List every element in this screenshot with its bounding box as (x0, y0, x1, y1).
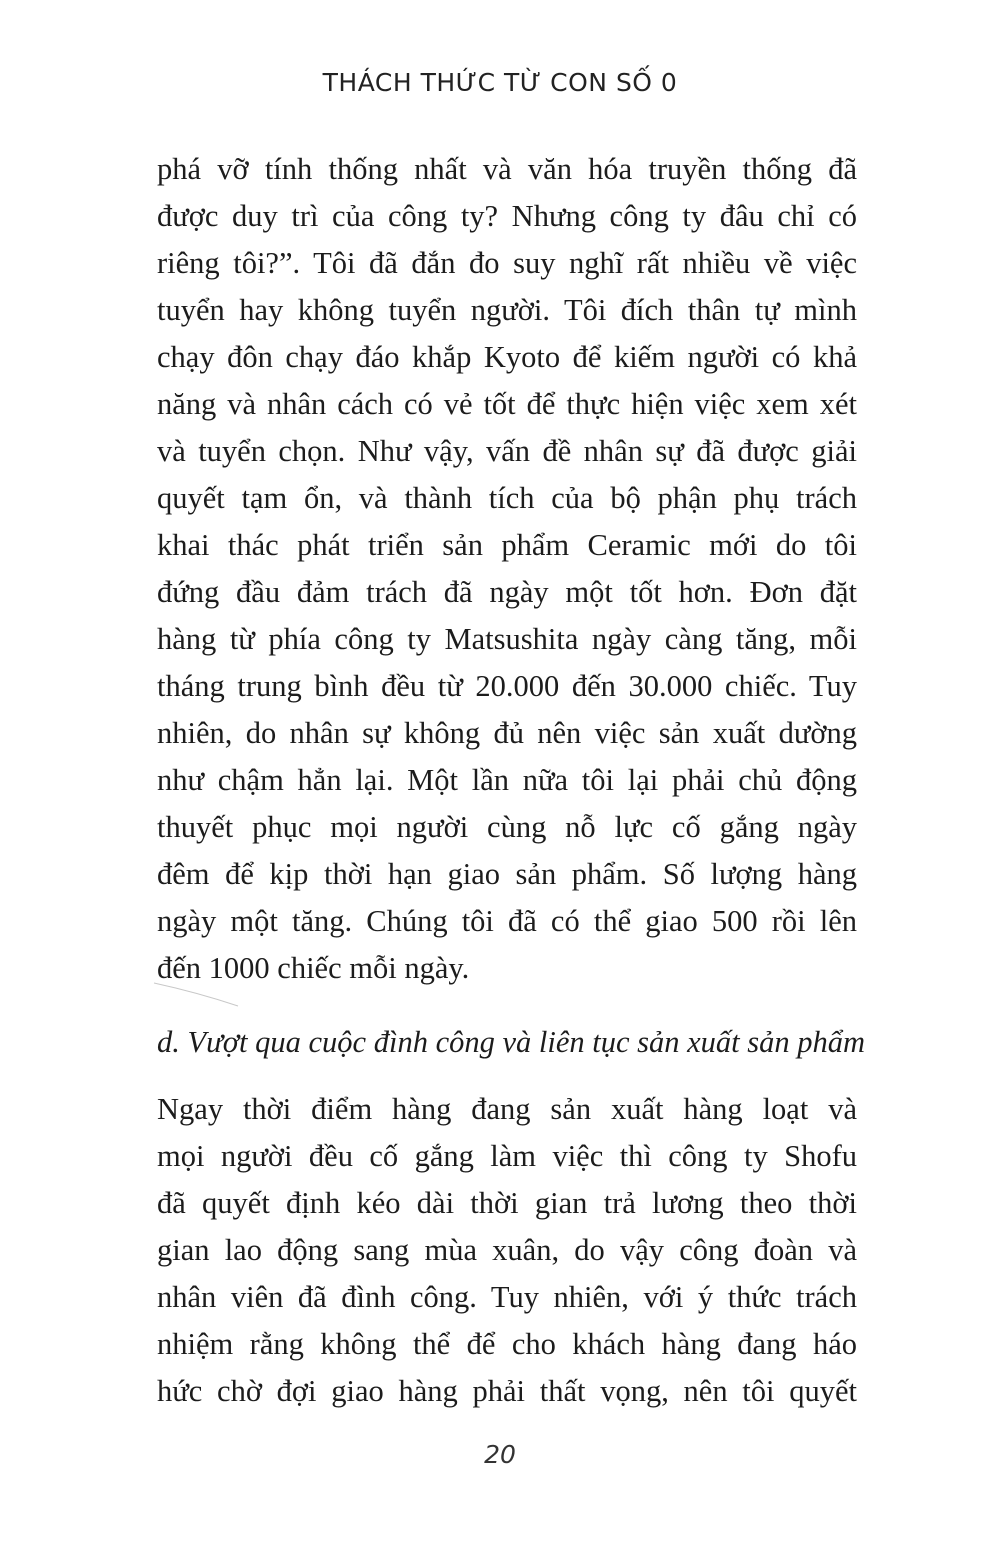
text-line: Ngay thời điểm hàng đang sản xuất hàng loạt và (157, 1092, 857, 1126)
text-line: đứng đầu đảm trách đã ngày một tốt hơn. Đơn đặt (157, 575, 857, 609)
text-line: tháng trung bình đều từ 20.000 đến 30.000 chiếc. Tuy (157, 669, 857, 703)
text-line: nhiên, do nhân sự không đủ nên việc sản xuất dường (157, 716, 857, 750)
text-line: phá vỡ tính thống nhất và văn hóa truyền thống đã (157, 152, 857, 186)
page-number: 20 (484, 1440, 516, 1469)
text-line: ngày một tăng. Chúng tôi đã có thể giao 500 rồi lên (157, 904, 857, 938)
text-line: tuyển hay không tuyển người. Tôi đích thân tự mình (157, 293, 857, 327)
text-line: thuyết phục mọi người cùng nỗ lực cố gắng ngày (157, 810, 857, 844)
text-line: được duy trì của công ty? Nhưng công ty đâu chỉ có (157, 199, 857, 233)
scan-smudge-mark (152, 980, 242, 1010)
text-line: đã quyết định kéo dài thời gian trả lương theo thời (157, 1186, 857, 1220)
paragraph-2 (157, 1086, 857, 1415)
text-line: nhiệm rằng không thể để cho khách hàng đang háo (157, 1327, 857, 1361)
text-line: khai thác phát triển sản phẩm Ceramic mới do tôi (157, 528, 857, 562)
text-line: chạy đôn chạy đáo khắp Kyoto để kiếm người có khả (157, 340, 857, 374)
text-line: riêng tôi?”. Tôi đã đắn đo suy nghĩ rất nhiều về việc (157, 246, 857, 280)
text-line: và tuyển chọn. Như vậy, vấn đề nhân sự đã được giải (157, 434, 857, 468)
running-title: THÁCH THỨC TỪ CON SỐ 0 (322, 68, 678, 97)
text-line: như chậm hẳn lại. Một lần nữa tôi lại phải chủ động (157, 763, 857, 797)
text-line: nhân viên đã đình công. Tuy nhiên, với ý thức trách (157, 1280, 857, 1314)
text-line: gian lao động sang mùa xuân, do vậy công đoàn và (157, 1233, 857, 1267)
paragraph-1 (157, 146, 857, 992)
text-line: quyết tạm ổn, và thành tích của bộ phận phụ trách (157, 481, 857, 515)
text-line: hàng từ phía công ty Matsushita ngày càng tăng, mỗi (157, 622, 857, 656)
text-line: đến 1000 chiếc mỗi ngày. (157, 951, 470, 985)
text-line: năng và nhân cách có vẻ tốt để thực hiện việc xem xét (157, 387, 857, 421)
section-heading: d. Vượt qua cuộc đình công và liên tục sản xuất sản phẩm (157, 1025, 866, 1059)
text-line: đêm để kịp thời hạn giao sản phẩm. Số lượng hàng (157, 857, 857, 891)
text-line: mọi người đều cố gắng làm việc thì công ty Shofu (157, 1139, 857, 1173)
text-line: hức chờ đợi giao hàng phải thất vọng, nên tôi quyết (157, 1374, 857, 1408)
